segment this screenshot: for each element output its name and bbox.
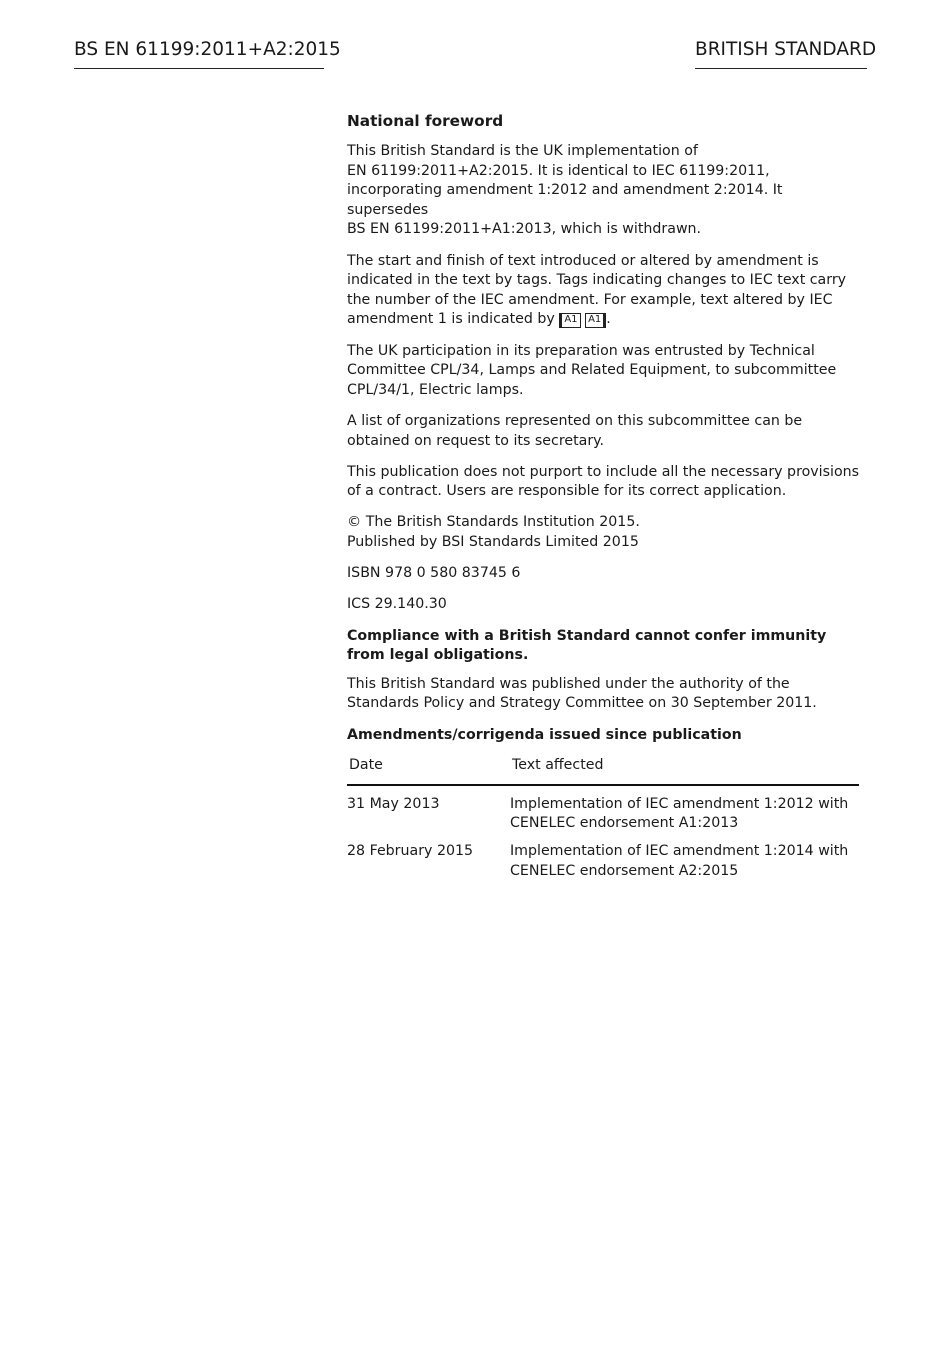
standard-type-header: BRITISH STANDARD — [695, 38, 867, 69]
amendment-end-tag-icon: A1 — [585, 313, 606, 328]
participation-paragraph: The UK participation in its preparation was entrusted by Technical Committee CPL/34, Lamps and Related Equipment, to subcommittee CPL/34/1, Electric lamps. — [347, 342, 837, 398]
copyright-line: © The British Standards Institution 2015. — [347, 514, 640, 531]
table-row — [347, 834, 859, 881]
publisher-line: Published by BSI Standards Limited 2015 — [347, 534, 639, 551]
amendment-text-line: Implementation of IEC amendment 1:2014 with — [510, 842, 849, 859]
amendment-date: 28 February 2015 — [347, 842, 474, 859]
amendment-date: 31 May 2013 — [347, 795, 440, 812]
table-header-row — [347, 753, 859, 785]
copyright-notice — [347, 513, 859, 552]
date-column-header: Date — [347, 753, 510, 785]
amendment-tags-period: . — [606, 311, 611, 328]
amendment-tags-text: The start and finish of text introduced or altered by amendment is indicated in the text by tags. Tags indicating changes to IEC text carry the number of the IEC amendment. For example, text altered by IEC amendment 1 is indicated by — [347, 252, 847, 328]
national-foreword-section — [347, 111, 859, 881]
compliance-statement: Compliance with a British Standard cannot confer immunity from legal obligations. — [347, 627, 827, 664]
amendment-text-line: CENELEC endorsement A2:2015 — [510, 862, 739, 879]
amendments-table — [347, 753, 859, 881]
amendment-text-line: CENELEC endorsement A1:2013 — [510, 815, 739, 832]
authority-statement: This British Standard was published under the authority of the Standards Policy and Strategy Committee on 30 September 2011. — [347, 675, 817, 712]
implementation-paragraph: This British Standard is the UK implementation of EN 61199:2011+A2:2015. It is identical to IEC 61199:2011, incorporating amendment 1:2012 and amendment 2:2014. It supersedes BS EN 61199:2011+A1:2013, which is withdrawn. — [347, 143, 783, 238]
amendment-text-line: Implementation of IEC amendment 1:2012 with — [510, 795, 849, 812]
amendment-text — [510, 834, 859, 881]
provisions-paragraph: This publication does not purport to include all the necessary provisions of a contract. Users are responsible for its correct application. — [347, 463, 860, 500]
organizations-paragraph: A list of organizations represented on this subcommittee can be obtained on request to its secretary. — [347, 412, 803, 449]
amendment-text — [510, 785, 859, 834]
section-title: National foreword — [347, 112, 504, 130]
ics-code: ICS 29.140.30 — [347, 596, 447, 613]
amendment-start-tag-icon: A1 — [559, 313, 580, 328]
table-row — [347, 785, 859, 834]
amendment-tags-paragraph — [347, 252, 859, 330]
document-number-header: BS EN 61199:2011+A2:2015 — [74, 38, 324, 69]
text-affected-column-header: Text affected — [510, 753, 859, 785]
amendments-heading: Amendments/corrigenda issued since publication — [347, 726, 742, 743]
isbn: ISBN 978 0 580 83745 6 — [347, 565, 521, 582]
